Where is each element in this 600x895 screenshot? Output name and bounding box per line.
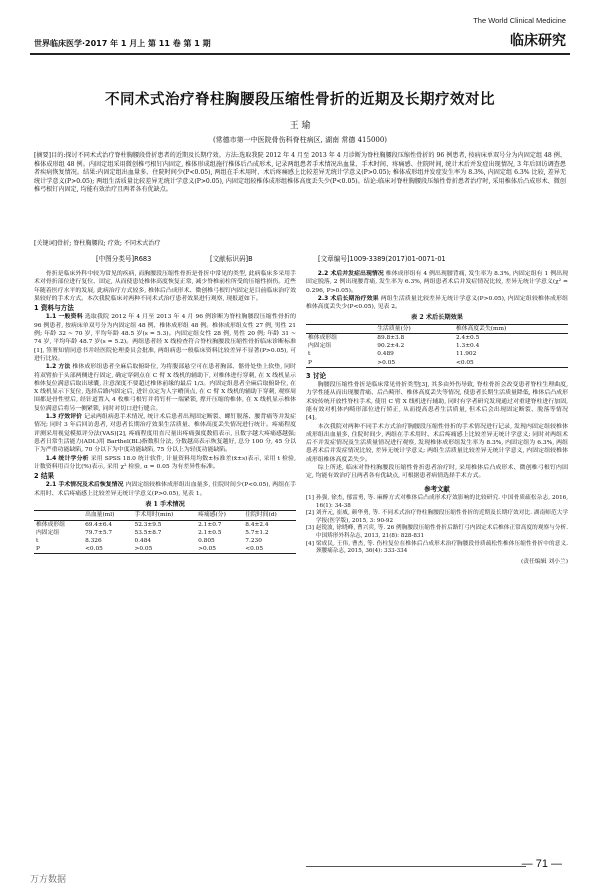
statistics-paragraph <box>34 455 296 472</box>
method-text: 椎体成形组患者全麻后取俯卧位, 为将腹部悬空可在患者胸部、髂骨处垫上软垫, 同时将双臂抬于头部两侧进行固定, 确定穿刺点在 C 臂 X 线机的辅助下, 对椎体进行穿刺, 在 X 线机显示椎体复位满意后取出球囊, 注意深度不要超过椎体前缘的最后 1/3。内固定组患者全麻后取俯卧位, 在 X 线机显示下复位, 选择后路内固定后, 进针点定为人字嵴顶点, 在 C 臂 X 线机的辅助下穿刺, 观察周围都是骨性壁后, 经针道置入 4 枚椎弓根钉并将钉杆一端紧锁, 撑开压缩的椎体, 在 X 线机显示椎体复位满意后将另一侧紧锁, 同时对切口进行缝合。 <box>34 364 296 412</box>
table-cell: 53.5±8.7 <box>134 529 162 536</box>
general-data-paragraph <box>34 313 296 363</box>
responsible-editor: (责任编辑 刘小兰) <box>521 558 568 565</box>
discussion-paragraph-1: 胸腰段压缩性骨折是临床常见骨折类型[3], 其多由外伤导致, 脊柱骨折会改变患者脊柱生理曲度, 力学性能从而出现腰背痛、后凸畸形、椎体高度丢失等情况, 使患者长期生活质量降低, 椎体后凸成形术较传统开放性脊柱手术, 使用 C 臂 X 线机进行辅助, 同时有学者研究发现通过对重建脊柱进行加固, 能有效对机体内畸形部位进行矫正, 从而提高患者生活质量, 但术后会出现固定断裂、脱落等情况[4]。 <box>306 382 568 422</box>
evaluation-text: 记录两组病患手术情况, 统计术后患者出现固定断裂、螺钉脱落、腰背痛等并发症情况; 同时 3 年后回访患者, 对患者长期治疗效果生活质量、椎体高度丢失情况进行统计。疼痛程度评测采用视觉模拟评分法(VAS)[2], 疼痛程度用直尺量出疼痛强度数值表示, 且数字越大疼痛感越强; 患者日常生活能力(ADL)用 Barthel(BL)指数积分法, 分数越高表示恢复越好, 总分 100 分, 45 分以下为严重功能缺陷, 70 分以下为中度功能缺陷, 75 分以上为轻度功能缺陷。 <box>34 414 296 454</box>
table-cell: 11.902 <box>455 351 477 358</box>
long-term-text: 两组生活质量比较差异无统计学意义(P>0.05), 内固定组较椎体成形组椎体高度丢失少(P<0.05), 见表 2。 <box>306 295 569 311</box>
complication-paragraph <box>306 270 568 295</box>
table-cell: 椎体成形组 <box>36 521 65 528</box>
long-term-paragraph <box>306 295 568 312</box>
table1-header-cell: 疼痛感(分) <box>198 512 226 519</box>
table-cell: <0.05 <box>85 546 103 553</box>
table-cell: 5.7±1.2 <box>245 529 269 536</box>
table-cell: 0.489 <box>377 351 394 358</box>
table-cell: <0.05 <box>245 546 264 553</box>
table-cell: 0.805 <box>198 537 215 544</box>
table-row <box>34 520 296 529</box>
header-rule <box>30 53 570 55</box>
table-cell: 2.1±0.5 <box>198 529 222 536</box>
table-cell: 69.4±6.4 <box>85 521 113 528</box>
table-cell: 1.3±0.4 <box>455 343 480 350</box>
table-cell: >0.05 <box>377 359 396 366</box>
table-cell: 90.2±4.2 <box>377 343 405 350</box>
keywords: [关键词]骨折; 脊柱胸腰段; 疗效; 不同术式治疗 <box>34 240 161 247</box>
discussion-paragraph-2: 本次我院对两种不同手术方式治疗胸腰段压缩性骨折的手术情况进行记录, 发现内固定组较椎体成形组出血量多, 住院时间少, 两组在手术用时、术后疼痛感上比较差异无统计学意义; 同时对两组术后不并发症情况及生活质量情况进行观察, 发现椎体成形组发生率为 8.3%, 内固定组为 6.3%, 两组患者术后并发症情况比较, 差异无统计学意义; 两组生活质量比较差异无统计学意义, 内固定组较椎体成形组椎体高度丢失少。 <box>306 423 568 463</box>
table-row <box>34 537 296 545</box>
table-cell: 52.3±9.5 <box>134 521 162 528</box>
table-cell: 7.230 <box>245 537 262 544</box>
subheading-2-3: 2.3 术后长期治疗效果 <box>317 295 379 302</box>
complication-text: 椎体成形组有 4 例出现腰背痛, 发生率为 8.3%, 内固定组有 1 例出现固定脱落, 2 例出现腰背痛, 发生率为 6.3%, 两组患者术后并发症情况比较, 差异无统计学意义(χ² = 0.296, P>0.05)。 <box>306 271 568 294</box>
subheading-2-1: 2.1 手术情况及术后恢复情况 <box>45 482 124 489</box>
right-column <box>306 270 568 566</box>
footer-rule <box>306 866 526 867</box>
references-heading: 参考文献 <box>424 484 450 493</box>
subheading-1-1: 1.1 一般资料 <box>45 314 83 321</box>
affiliation: (常德市第一中医院骨伤科脊柱病区, 湖南 常德 415000) <box>212 136 388 144</box>
table-cell: 内固定组 <box>308 343 332 350</box>
clc-number: [中图分类号]R683 <box>96 255 152 263</box>
table1-header-row <box>34 511 296 520</box>
table-row <box>306 342 568 350</box>
table-cell: 79.7±5.7 <box>85 529 113 536</box>
reference-item: [2] 刘齐元, 崔威, 颜华勇, 等. 不同术式治疗脊柱胸腰段压缩性骨折的近期及长期疗效对比. 湖南师范大学学报(医学版), 2015, 3: 90-92 <box>306 510 568 524</box>
table1-header-cell: 手术用时(min) <box>134 512 174 519</box>
table-row <box>306 350 568 358</box>
section-heading-methods: 1 资料与方法 <box>34 304 74 313</box>
table-cell: P <box>308 359 312 366</box>
table1-header-cell: 出血量(ml) <box>85 512 115 519</box>
subheading-2-2: 2.2 术后并发症出现情况 <box>317 271 384 277</box>
table1-header-cell: 住院时间(d) <box>245 512 277 519</box>
table-row <box>34 545 296 554</box>
table-cell: 2.4±0.5 <box>455 334 480 341</box>
table-cell: 0.484 <box>134 537 152 544</box>
table-cell: <0.05 <box>455 359 474 366</box>
table-cell: 2.1±0.7 <box>198 521 222 528</box>
author: 王 瑜 <box>289 121 311 131</box>
table2-header-cell: 生活质量(分) <box>377 325 411 332</box>
table1-header-cell <box>34 511 83 520</box>
table2-title: 表 2 术后长期效果 <box>411 314 463 322</box>
table-row <box>306 359 568 368</box>
subheading-1-4: 1.4 统计学分析 <box>45 455 89 462</box>
discussion-paragraph-3: 综上所述, 临床对脊柱胸腰段压缩性骨折患者治疗时, 采用椎体后凸成形术、微创椎弓根钉内固定, 均能有效治疗且两者各有优缺点, 可根据患者病情选择手术方式。 <box>306 465 568 480</box>
page-number: — 71 — <box>521 858 562 870</box>
table-row <box>306 333 568 342</box>
article-number: [文章编号]1009-3389(2017)01-0071-01 <box>318 255 446 263</box>
table-cell: t <box>36 537 39 544</box>
table2-header-row <box>306 324 568 333</box>
table1 <box>34 510 296 554</box>
section-heading-results: 2 结果 <box>34 472 55 481</box>
intro-paragraph: 骨折是临床外科中较为常见的疾病, 而胸腰段压缩性骨折是骨折中常见的类型, 此病临床多采用手术对骨折部位进行复位、固定, 从而使患处椎体高度恢复正常, 减少脊椎前柱所受的压缩性损伤。近些年随着医疗水平的发展, 此病治疗方式较多, 椎体后凸成形术、微创椎弓根钉内固定是目前临床治疗效果较好的手术方式。本次我院临床对两种不同术式治疗患者效果进行观察, 现报道如下。 <box>34 271 296 302</box>
watermark: 万方数据 <box>30 875 67 885</box>
article-title: 不同术式治疗脊柱胸腰段压缩性骨折的近期及长期疗效对比 <box>105 92 495 108</box>
table-cell: >0.05 <box>198 546 216 553</box>
table2 <box>306 324 568 368</box>
surgery-result-text: 内固定组较椎体成形组出血量多, 住院时间少(P<0.05), 两组在手术用时、术后疼痛感上比较差异无统计学意义(P>0.05), 见表 1。 <box>34 482 296 497</box>
document-code: [文献标识码]B <box>210 255 253 263</box>
section-heading-discussion: 3 讨论 <box>306 371 327 380</box>
table-cell: 8.4±2.4 <box>245 521 269 528</box>
table-cell: 椎体成形组 <box>308 334 337 341</box>
table1-title: 表 1 手术情况 <box>145 501 185 509</box>
method-paragraph <box>34 363 296 413</box>
surgery-result-paragraph <box>34 481 296 498</box>
reference-item: [3] 赵锐波, 徐晓峰, 曹兴宾, 等. 26 例胸腰段压缩性骨折后路钉弓内固定术后椎体正常高度的观察与分析. 中国矫形外科杂志, 2013, 21(8): 828-831 <box>306 525 568 539</box>
journal-header: 世界临床医学·2017 年 1 月上 第 11 卷 第 1 期 <box>34 39 211 48</box>
section-label: 临床研究 <box>510 33 566 49</box>
table-cell: 8.326 <box>85 537 102 544</box>
table2-header-cell: 椎体高度丢失(mm) <box>455 325 507 332</box>
reference-item: [1] 孙强, 徐杰, 郁雷勇, 等. 麻醉方式对椎体后凸成形术疗效影响的比较研究. 中国骨质疏松杂志, 2016, 16(1): 34-38 <box>306 494 568 509</box>
table2-header-cell <box>306 324 375 333</box>
table-cell: P <box>36 546 40 553</box>
evaluation-paragraph <box>34 413 296 454</box>
journal-english-name: The World Clinical Medicine <box>473 16 566 25</box>
subheading-1-2: 1.2 方法 <box>45 364 71 371</box>
table-cell: 内固定组 <box>36 529 60 536</box>
statistics-text: 采用 SPSS 18.0 统计软件, 计量资料用均数±标准差(x̄±s)表示, 采用 t 检验, 计数资料用百分比(%)表示, 采用 χ² 检验, α = 0.05 为有差异性标准。 <box>34 455 296 470</box>
table-cell: t <box>308 351 311 358</box>
general-data-text: 选取我院 2012 年 4 月至 2013 年 4 月 96 例诊断为脊柱胸腰段压缩性骨折的 96 例患者, 按病床单双号分为内固定组 48 例、椎体成形组 48 例。椎体成形组女性 27 例, 男性 21 例; 年龄 32 ~ 70 岁, 平均年龄 48.5 岁(s = 5.3)。内固定组女性 28 例, 男性 20 例; 年龄 31 ~ 74 岁, 平均年龄 48.7 岁(s = 5.2)。两组患者经 X 线检查符合脊柱胸腰段压缩性骨折临床诊断标准[1], 签署知情同意书并经医院伦理委员会批准, 两组病患一般临床资料比较差异不显著(P>0.05), 可进行比较。 <box>34 314 296 362</box>
table-cell: 89.8±3.8 <box>377 334 405 341</box>
table-cell: >0.05 <box>134 546 153 553</box>
subheading-1-3: 1.3 疗效评价 <box>45 414 83 421</box>
table-row <box>34 529 296 537</box>
abstract: [摘要]目的:探讨不同术式治疗脊柱胸腰段骨折患者的近期及长期疗效。方法:选取我院 2012 年 4 月至 2013 年 4 月诊断为脊柱胸腰段压缩性骨折的 96 例患者, 按病床单双号分为内固定组 48 例、椎体成形组 48 例。内固定组采用微创椎弓根钉内固定, 椎体形成组施行椎体后凸成形术, 记录两组患者手术情况出血量、手术时间、疼痛感、住院时间, 统计术后并发症出现情况, 3 年后回访调查患者疾病恢复情况。结果:内固定组出血量多、住院时间少(P<0.05), 两组在手术用时、术后疼痛感上比较差异无统计学意义(P>0.05); 椎体成形组并发症发生率为 8.3%, 内固定组 6.3% 比较, 差异无统计学意义(P>0.05); 两组生活质量比较差异无统计学意义(P>0.05), 内固定组较椎体成形组椎体高度丢失少(P<0.05)。结论:临床对脊柱胸腰段压缩性骨折患者治疗时, 采用椎体后凸成形术、微创椎弓根钉内固定, 均能有效治疗且两者各有优缺点。 <box>34 152 566 194</box>
reference-item: [4] 梁成民, 王伟, 曹杰, 等. 伤柱复位在椎体后凸成形术治疗胸腰段骨质疏松性椎体压缩性骨折中的意义. 颈腰痛杂志, 2015, 36(4): 333-334 <box>306 540 568 555</box>
left-column <box>34 270 296 554</box>
